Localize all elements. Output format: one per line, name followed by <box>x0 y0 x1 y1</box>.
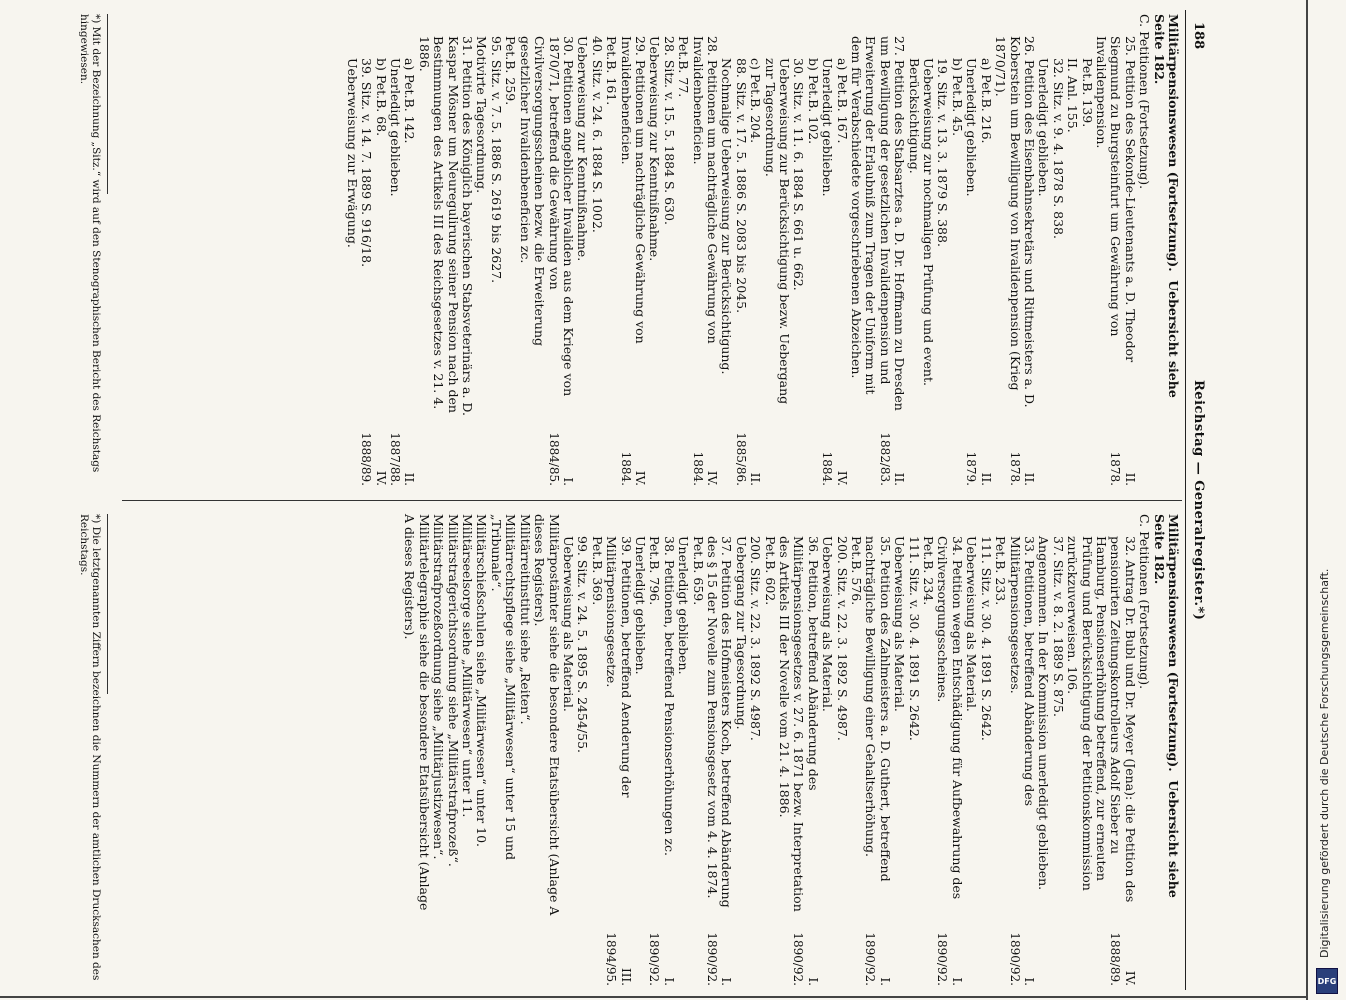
register-entry <box>1094 14 1137 484</box>
entry-text: Militärstrafprozeßordnung siehe „Militärjustizwesen“. <box>431 514 447 860</box>
register-entry <box>647 14 719 484</box>
session-reference: I. 1890/92. <box>1007 932 1036 986</box>
session-reference: III. 1894/95. <box>604 932 633 986</box>
entry-text: 26. Petition des Eisenbahnsekretärs und Rittmeisters a. D. Koberstein um Bewilligung von Invalidenpension (Krieg 1870/71). <box>993 36 1037 412</box>
register-entry <box>416 14 474 484</box>
entry-text: Militärtelegraphie siehe die besondere Etatsübersicht (Anlage A dieses Registers). <box>402 514 432 915</box>
footnote-left: *) Mit der Bezeichnung „Sitz.“ wird auf den Stenographischen Bericht des Reichstags hingewiesen. <box>78 14 102 473</box>
register-entry <box>445 514 459 984</box>
session-reference: IV. 1888/89. <box>359 432 388 486</box>
register-entry <box>561 514 633 984</box>
entry-text: Militärpensionswesen (Fortsetzung). Uebersicht siehe Seite 182. <box>1151 14 1181 403</box>
entry-text: 25. Petition des Sekonde-Lieutenants a. D. Theodor Siegmund zu Burgsteinfurt um Gewährung von Invalidenpension. <box>1093 36 1138 367</box>
column-divider <box>122 500 1182 501</box>
register-entry <box>460 514 474 984</box>
entry-text: 33. Petitionen, betreffend Abänderung des Militärpensionsgesetzes. Pet.B. 233. 111. Sitz. v. 30. 4. 1891 S. 2642. Ueberweisung als Material. <box>964 536 1037 807</box>
register-entry <box>1137 514 1151 984</box>
register-entry <box>964 514 1036 984</box>
entry-text: 35. Petition des Zahlmeisters a. D. Guthert, betreffend nachträgliche Bewilligung einer Gehaltserhöhung. Pet.B. 576. 200. Sitz. v. 22. 3. 1892 S. 4987. Ueberweisung als Material. <box>820 536 893 882</box>
register-entry <box>344 14 387 484</box>
register-entry <box>676 514 734 984</box>
register-entry <box>388 14 417 484</box>
entry-text: 32. Antrag Dr. Bubl und Dr. Meyer (Jena): die Petition des pensionirten Zeitungskontrolleurs Adolf Sieber zu Hamburg, Pensionserhöhung betreffend, zur erneuten Prüfung und Berücksichtigung der Petitionskommission zurückzuverweisen. 106. 37. Sitz. v. 8. 2. 1889 S. 875. Angenommen. In der Kommission unerledigt geblieben. <box>1036 536 1138 903</box>
entry-text: Militärschießschulen siehe „Militärwesen“ unter 10. <box>474 514 490 848</box>
session-reference: I. 1890/92. <box>791 932 820 986</box>
entry-text: a) Pet.B. 142. Unerledigt geblieben. <box>388 58 418 197</box>
entry-text: Militärseelsorge siehe „Militärwesen“ unter 11. <box>460 514 476 818</box>
entry-text: Militärreitinstitut siehe „Reiten“. <box>517 514 533 725</box>
entry-text: Militärpostämter siehe die besondere Etatsübersicht (Anlage A dieses Registers). <box>532 514 562 920</box>
register-entry <box>575 14 647 484</box>
scan-border-right <box>1306 0 1308 1000</box>
header-rule <box>1185 10 1186 990</box>
entry-text: b) Pet.B. 45. 19. Sitz. v. 13. 3. 1879 S. 388. Ueberweisung zur nochmaligen Prüfung und event. Berücksichtigung. <box>906 58 965 386</box>
entry-text: 28. Petitionen um nachträgliche Gewährung von Invalidenbeneficien. Pet.B. 77. 28. Sitz. v. 15. 5. 1884 S. 630. Ueberweisung zur Kenntnißnahme. <box>647 36 720 344</box>
register-entry <box>489 514 518 984</box>
entry-text: a) Pet.B. 167. Unerledigt geblieben. <box>820 58 850 197</box>
entry-text: 36. Petition, betreffend Abänderung des Militärpensionsgesetzes v. 27. 6. 1871 bezw. Interpretation des Artikels III der Novelle vom 21. 4. 1886. Pet.B. 602. 200. Sitz. v. 22. 3. 1892 S. 4987. Uebergang zur Tagesordnung. <box>733 536 821 912</box>
entry-text: 27. Petition des Stabsarztes a. D. Dr. Hoffmann zu Dresden um Bewilligung der gesetzlichen Invalidenpension und Erweiterung der Erlaubniß zum Tragen der Uniform mit dem für Verabschiedete vorgeschriebenen Abzeichen. <box>849 36 908 415</box>
entry-text: b) Pet.B. 68. 39. Sitz. v. 14. 7. 1889 S. 916/18. Ueberweisung zur Erwägung. <box>344 58 389 268</box>
session-reference: II. 1887/88. <box>388 432 417 486</box>
scan-border-bottom <box>0 996 1306 998</box>
footnote-right: *) Die letztgenannten Ziffern bezeichnen die Nummern der amtlichen Drucksachen des Reichstags. <box>78 514 102 981</box>
register-entry <box>532 514 561 984</box>
register-entry <box>820 14 849 484</box>
register-entry <box>633 514 676 984</box>
page-number: 188 <box>1191 22 1206 50</box>
register-entry <box>474 14 575 484</box>
register-entry <box>964 14 993 484</box>
session-reference: II. 1885/86. <box>733 432 763 486</box>
entry-text: Militärrechtspflege siehe „Militärwesen“ unter 15 und „Tribunale“. <box>488 514 519 864</box>
register-entry <box>1036 14 1094 484</box>
session-reference: II. 1878. <box>1007 451 1036 486</box>
entry-text: 39. Petitionen, betreffend Aenderung der Militärpensionsgesetze. Pet.B. 369. 99. Sitz. v. 24. 5. 1895 S. 2454/55. Ueberweisung als Material. <box>560 536 634 798</box>
footnote-rule-left <box>107 14 108 194</box>
entry-text: 38. Petitionen, betreffend Pensionserhöhungen zc. Pet.B. 796. Unerledigt geblieben. <box>632 536 677 856</box>
register-entry <box>402 514 431 984</box>
footnote-rule-right <box>107 514 108 694</box>
register-entry <box>1036 514 1137 984</box>
rotated-page-content <box>20 0 1240 1000</box>
session-reference: I. 1890/92. <box>935 932 964 986</box>
register-entry <box>1151 514 1180 984</box>
entry-text: b) Pet.B. 102. 30. Sitz. v. 11. 6. 1884 S. 661 u. 662. Ueberweisung zur Berücksichtigung bezw. Uebergang zur Tagesordnung. <box>762 58 821 405</box>
session-reference: IV. 1888/89. <box>1108 932 1137 986</box>
left-column <box>344 14 1180 484</box>
register-entry <box>993 14 1036 484</box>
entry-text: 30. Petitionen angeblicher Invaliden aus dem Kriege von 1870/71, betreffend die Gewährung von Civilversorgungsscheinen bezw. die Erweiterung gesetzlicher Invalidenbeneficien zc. Pet.B. 259. 95. Sitz. v. 7. 5. 1886 S. 2619 bis 2627. Motivirte Tagesordnung. <box>474 36 576 397</box>
register-entry <box>431 514 445 984</box>
register-entry <box>733 514 819 984</box>
entry-text: 37. Petition des Hofmeisters Koch, betreffend Abänderung des § 15 der Novelle zum Pensionsgesetz vom 4. 4. 1874. Pet.B. 659. Unerledigt geblieben. <box>676 536 735 908</box>
entry-text: C. Petitionen (Fortsetzung). <box>1137 514 1153 690</box>
entry-text: a) Pet.B. 216. Unerledigt geblieben. <box>964 58 994 197</box>
digitization-caption: Digitalisierung gefördert durch die Deutsche Forschungsgemeinschaft. <box>1318 568 1331 958</box>
session-reference: I. 1890/92. <box>705 932 734 986</box>
register-entry <box>1137 14 1151 484</box>
register-entry <box>906 14 964 484</box>
register-entry <box>820 514 892 984</box>
register-entry <box>892 514 964 984</box>
session-reference: II. 1878. <box>1108 451 1137 486</box>
register-entry <box>517 514 531 984</box>
session-reference: I. 1890/92. <box>647 932 676 986</box>
register-entry <box>762 14 820 484</box>
entry-text: C. Petitionen (Fortsetzung). <box>1137 14 1153 190</box>
register-entry <box>719 14 762 484</box>
right-column <box>402 514 1180 984</box>
register-entry <box>474 514 488 984</box>
register-entry <box>1151 14 1180 484</box>
register-entry <box>849 14 907 484</box>
session-reference: IV. 1884. <box>618 451 647 486</box>
session-reference: I. 1890/92. <box>863 932 892 986</box>
entry-text: 31. Petition des Königlich bayerischen Stabsveterinärs a. D. Kaspar Mösner um Neuregulirung seiner Pension nach den Bestimmungen des Artikels III des Reichsgesetzes v. 21. 4. 1886. <box>416 36 476 420</box>
entry-text: Militärstrafgerichtsordnung siehe „Militärstrafprozeß“. <box>445 514 461 867</box>
dfg-logo: DFG <box>1316 968 1338 994</box>
session-reference: IV. 1884. <box>690 451 719 486</box>
session-reference: I. 1884/85. <box>546 432 575 486</box>
entry-text: c) Pet.B. 204. 88. Sitz. v. 17. 5. 1886 S. 2083 bis 2045. Nochmalige Ueberweisung zur Berücksichtigung. <box>719 58 764 375</box>
session-reference: IV. 1884. <box>820 451 849 486</box>
session-reference: II. 1882/83. <box>877 432 907 486</box>
session-reference: II. 1879. <box>964 451 993 486</box>
entry-text: 34. Petition wegen Entschädigung für Aufbewahrung des Civilversorgungsscheines. Pet.B. 234. 111. Sitz. v. 30. 4. 1891 S. 2642. Ueberweisung als Material. <box>892 536 965 900</box>
running-head: Reichstag — Generalregister.*) <box>1191 380 1206 621</box>
entry-text: 29. Petitionen um nachträgliche Gewährung von Invalidenbeneficien. Pet.B. 161. 40. Sitz. v. 24. 6. 1884 S. 1002. Ueberweisung zur Kenntnißnahme. <box>575 36 648 344</box>
entry-text: Pet.B. 139. II. Anl. 155. 32. Sitz. v. 9. 4. 1878 S. 838. Unerledigt geblieben. <box>1036 58 1095 239</box>
entry-text: Militärpensionswesen (Fortsetzung). Uebersicht siehe Seite 182. <box>1151 514 1181 903</box>
